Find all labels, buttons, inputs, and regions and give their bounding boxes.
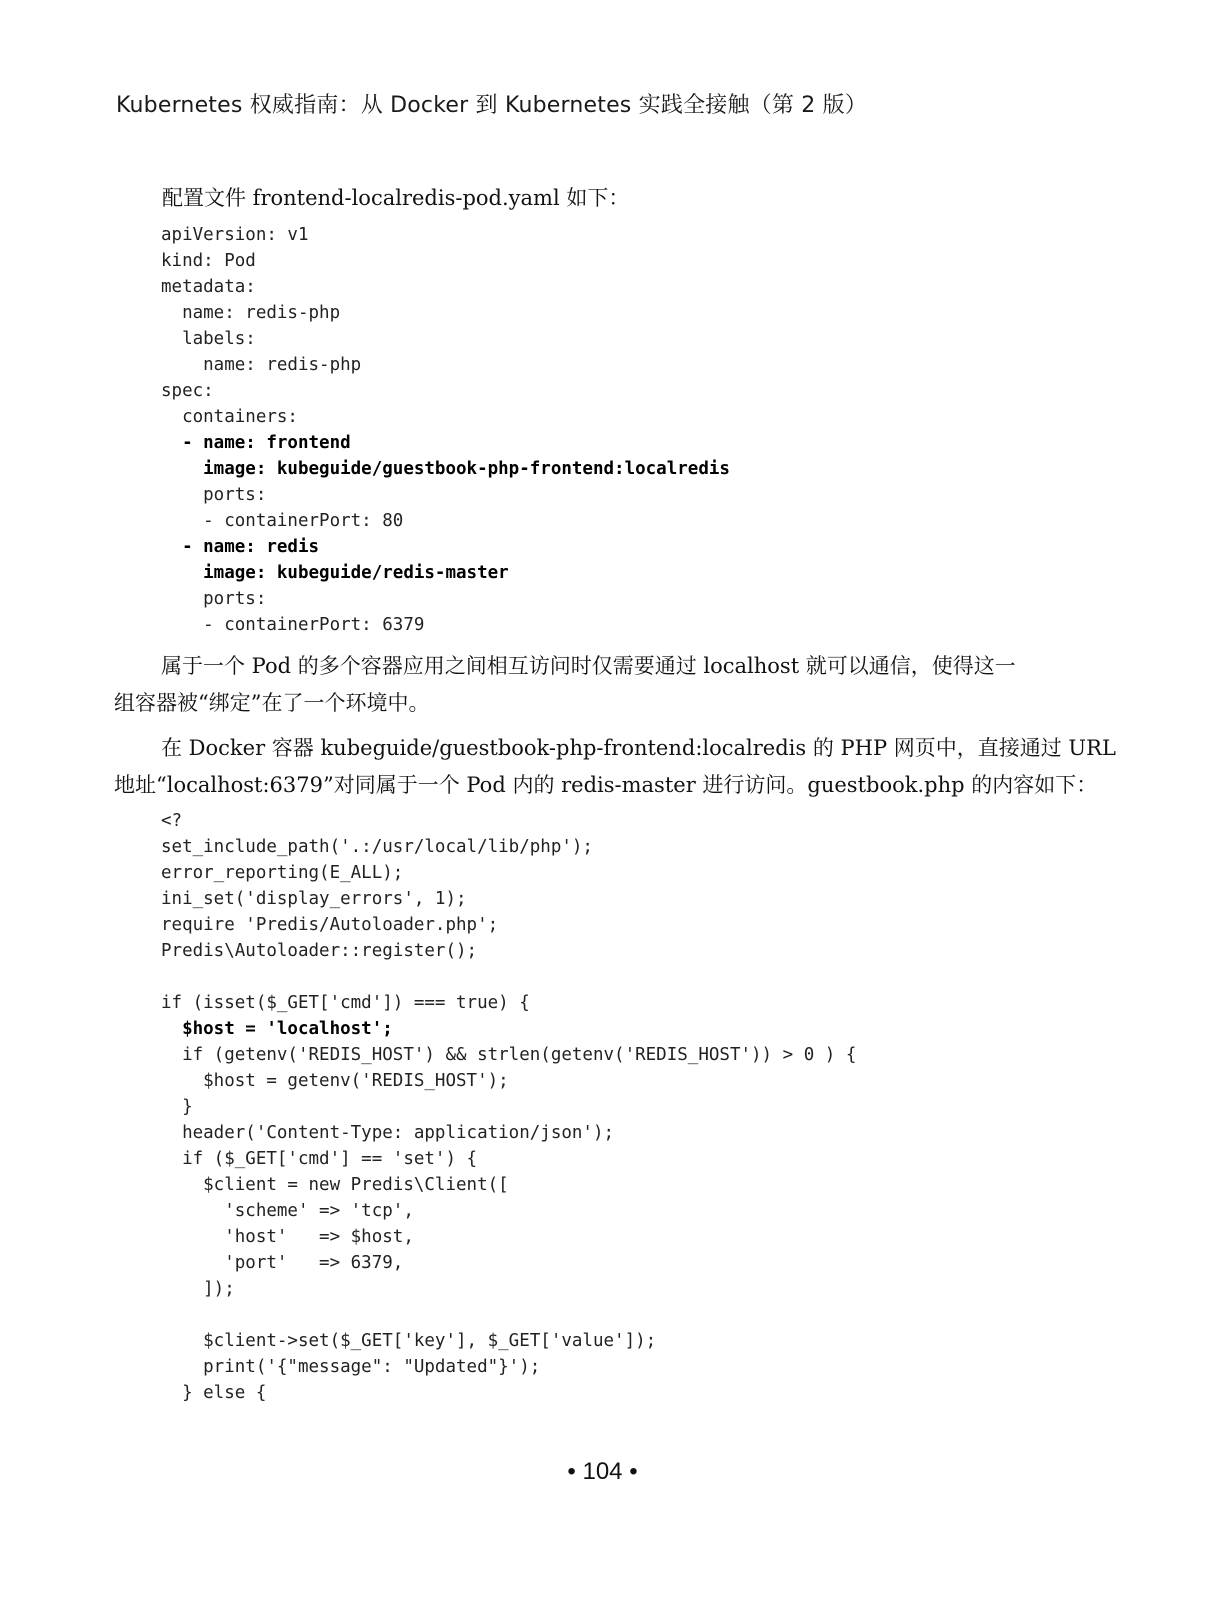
code-line: 'host' => $host, (161, 1227, 414, 1247)
code-line: } (161, 1097, 193, 1117)
code-line: ports: (161, 485, 267, 505)
code-line (161, 1302, 856, 1328)
code-line: error_reporting(E_ALL); (161, 863, 404, 883)
code-line: - containerPort: 80 (161, 511, 404, 531)
code-line: kind: Pod (161, 251, 256, 271)
code-line: $client = new Predis\Client([ (161, 1175, 509, 1195)
code-line: image: kubeguide/redis-master (161, 563, 509, 583)
code-line: spec: (161, 381, 214, 401)
code-line: 'port' => 6379, (161, 1253, 404, 1273)
code-line: metadata: (161, 277, 256, 297)
paragraph-line: 组容器被“绑定”在了一个环境中。 (114, 691, 430, 715)
code-line: labels: (161, 329, 256, 349)
code-line: $host = getenv('REDIS_HOST'); (161, 1071, 509, 1091)
code-line: header('Content-Type: application/json'); (161, 1123, 615, 1143)
code-line: if ($_GET['cmd'] == 'set') { (161, 1149, 478, 1169)
code-line: if (getenv('REDIS_HOST') && strlen(getenv('REDIS_HOST')) > 0 ) { (161, 1045, 857, 1065)
code-line: print('{"message": "Updated"}'); (161, 1357, 541, 1377)
code-line: 'scheme' => 'tcp', (161, 1201, 414, 1221)
code-line: - name: frontend (161, 433, 351, 453)
paragraph-guestbook-intro (114, 730, 1116, 804)
code-line: if (isset($_GET['cmd']) === true) { (161, 993, 530, 1013)
running-header: Kubernetes 权威指南：从 Docker 到 Kubernetes 实践全接触（第 2 版） (116, 93, 868, 118)
paragraph-localhost-communication (114, 648, 1076, 722)
code-line (161, 964, 856, 990)
code-line: - containerPort: 6379 (161, 615, 425, 635)
code-line: ports: (161, 589, 267, 609)
code-line: apiVersion: v1 (161, 225, 309, 245)
code-line: $client->set($_GET['key'], $_GET['value']); (161, 1331, 657, 1351)
code-line: - name: redis (161, 537, 320, 557)
code-line: containers: (161, 407, 298, 427)
php-code-block (161, 808, 856, 1406)
code-line: $host = 'localhost'; (161, 1019, 393, 1039)
code-line: name: redis-php (161, 303, 341, 323)
code-line: ]); (161, 1279, 235, 1299)
code-line: image: kubeguide/guestbook-php-frontend:localredis (161, 459, 730, 479)
paragraph-line: 地址“localhost:6379”对同属于一个 Pod 内的 redis-master 进行访问。guestbook.php 的内容如下： (114, 773, 1098, 797)
code-line: <? (161, 811, 183, 831)
code-line: name: redis-php (161, 355, 362, 375)
code-line: set_include_path('.:/usr/local/lib/php'); (161, 837, 593, 857)
code-line: ini_set('display_errors', 1); (161, 889, 467, 909)
code-line: Predis\Autoloader::register(); (161, 941, 478, 961)
code-caption: 配置文件 frontend-localredis-pod.yaml 如下： (162, 186, 630, 210)
paragraph-line: 属于一个 Pod 的多个容器应用之间相互访问时仅需要通过 localhost 就可以通信，使得这一 (161, 654, 1016, 678)
code-line: } else { (161, 1383, 267, 1403)
page-number: • 104 • (567, 1458, 638, 1485)
paragraph-line: 在 Docker 容器 kubeguide/guestbook-php-frontend:localredis 的 PHP 网页中，直接通过 URL (161, 736, 1116, 760)
code-line: require 'Predis/Autoloader.php'; (161, 915, 499, 935)
yaml-code-block (161, 222, 730, 638)
